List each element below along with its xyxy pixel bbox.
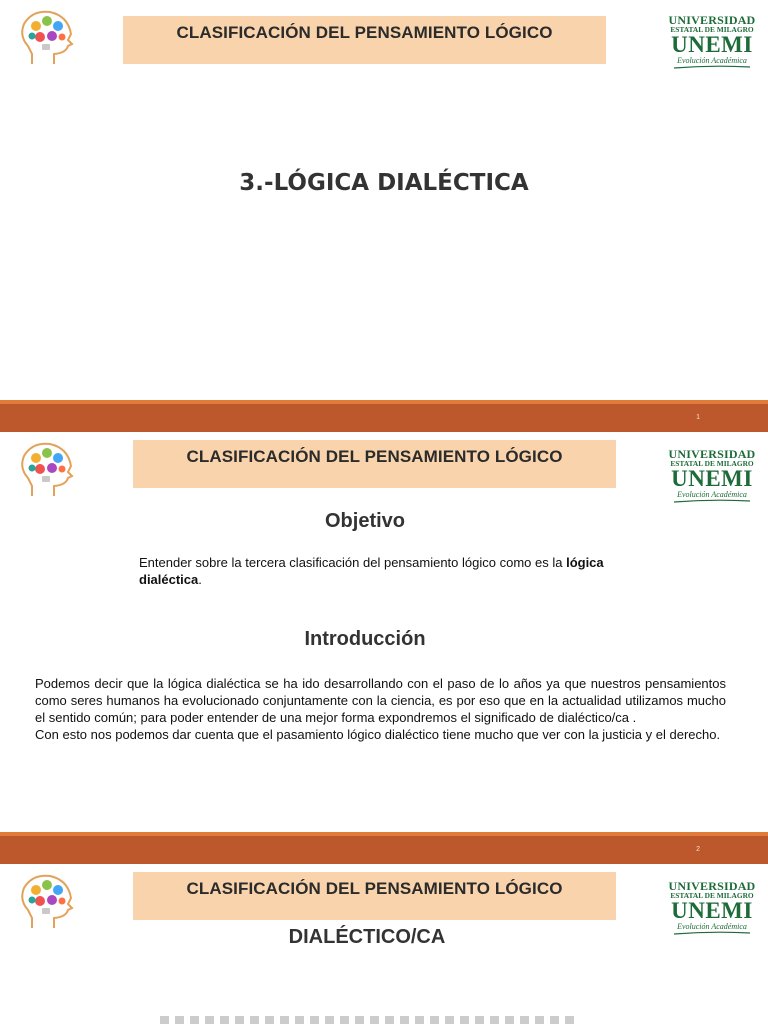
footer-accent-line bbox=[0, 400, 768, 404]
logo-swoosh-icon bbox=[672, 65, 752, 69]
page-number: 1 bbox=[696, 414, 700, 421]
logo-subtitle: ESTATAL DE MILAGRO bbox=[670, 25, 754, 34]
header-title-band bbox=[123, 16, 606, 64]
section-heading: DIALÉCTICO/CA bbox=[288, 926, 446, 948]
slide-2 bbox=[0, 432, 768, 864]
footer-bar bbox=[0, 832, 768, 864]
objective-text-before: Entender sobre la tercera clasificación del pensamiento lógico como es la bbox=[139, 555, 567, 570]
intro-text bbox=[35, 675, 726, 743]
header-title: CLASIFICACIÓN DEL PENSAMIENTO LÓGICO bbox=[186, 447, 563, 466]
logo-unemi: UNEMI bbox=[671, 32, 753, 57]
logo-university: UNIVERSIDAD bbox=[668, 13, 756, 27]
objective-text-after: . bbox=[198, 572, 202, 587]
unemi-logo bbox=[668, 14, 756, 69]
logo-university: UNIVERSIDAD bbox=[668, 447, 756, 461]
header-title: CLASIFICACIÓN DEL PENSAMIENTO LÓGICO bbox=[176, 23, 553, 42]
logo-unemi: UNEMI bbox=[671, 466, 753, 491]
unemi-logo bbox=[668, 448, 756, 503]
intro-paragraph-1: Podemos decir que la lógica dialéctica se ha ido desarrollando con el paso de lo años ya que nuestros pensamientos como seres humanos ha evolucionado conjuntamente con la ciencia, es por eso que en la actualidad utilizamos mucho el sentido común; para poder entender de una mejor forma expondremos el significado de dialéctico/ca . bbox=[35, 676, 726, 725]
slide-3 bbox=[0, 864, 768, 1024]
header-title: CLASIFICACIÓN DEL PENSAMIENTO LÓGICO bbox=[186, 879, 563, 898]
logo-swoosh-icon bbox=[672, 499, 752, 503]
intro-heading: Introducción bbox=[304, 628, 426, 650]
logo-slogan: Evolución Académica bbox=[677, 922, 747, 931]
header-title-band bbox=[133, 872, 616, 920]
slide-1 bbox=[0, 0, 768, 432]
footer-accent-line bbox=[0, 832, 768, 836]
logo-subtitle: ESTATAL DE MILAGRO bbox=[670, 891, 754, 900]
header-title-band bbox=[133, 440, 616, 488]
logo-slogan: Evolución Académica bbox=[677, 490, 747, 499]
objective-text-bold: lógica dialéctica bbox=[139, 555, 604, 587]
logo-slogan: Evolución Académica bbox=[677, 56, 747, 65]
brain-head-icon bbox=[14, 870, 80, 932]
slide-main-title: 3.-LÓGICA DIALÉCTICA bbox=[239, 170, 529, 196]
logo-university: UNIVERSIDAD bbox=[668, 879, 756, 893]
cut-off-text-line bbox=[160, 1016, 580, 1024]
footer-bar bbox=[0, 400, 768, 432]
objective-text bbox=[139, 554, 609, 588]
brain-head-icon bbox=[14, 6, 80, 68]
intro-paragraph-2: Con esto nos podemos dar cuenta que el pasamiento lógico dialéctico tiene mucho que ver con la justicia y el derecho. bbox=[35, 727, 721, 742]
logo-subtitle: ESTATAL DE MILAGRO bbox=[670, 459, 754, 468]
brain-head-icon bbox=[14, 438, 80, 500]
page-number: 2 bbox=[696, 846, 700, 853]
logo-unemi: UNEMI bbox=[671, 898, 753, 923]
objective-heading: Objetivo bbox=[324, 510, 405, 532]
